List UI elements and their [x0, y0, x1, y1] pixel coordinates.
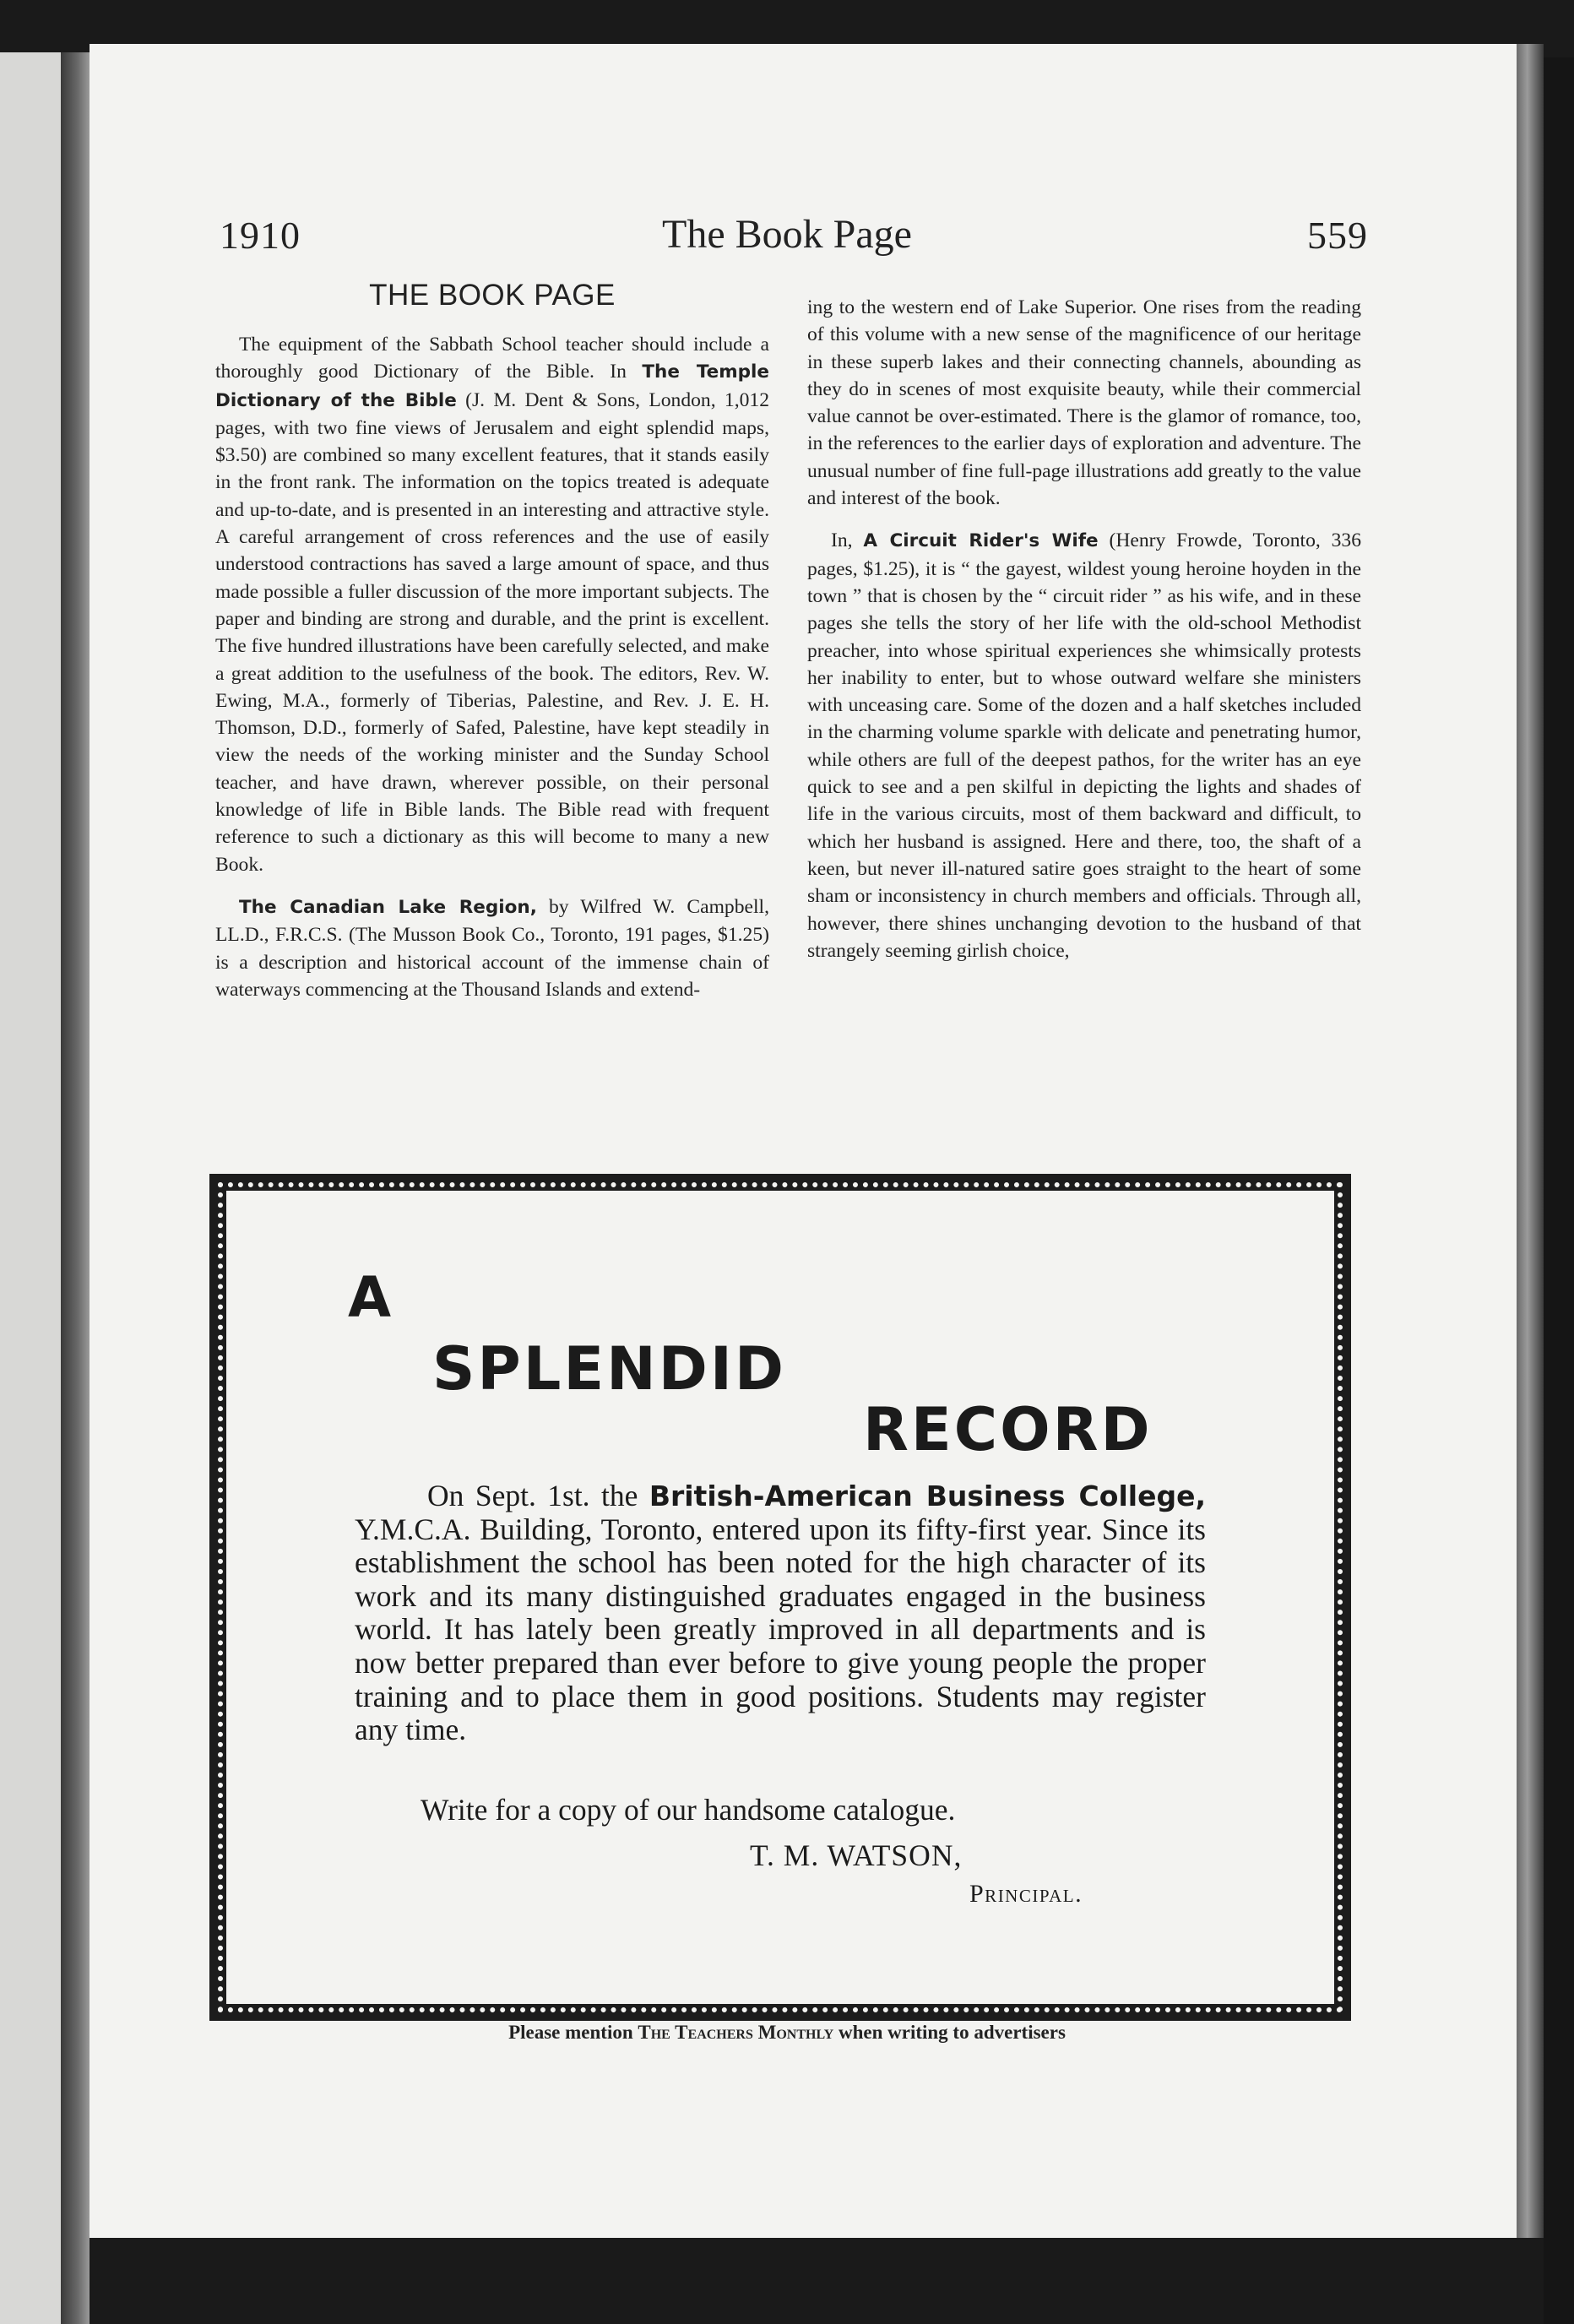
footer-text: when writing to advertisers — [833, 2022, 1066, 2043]
review-continuation: ing to the western end of Lake Superior. One rises from the reading of this volume with a new sense of the magnificence of our heritage in these superb lakes and their connecting channels, abounding as they do in scenes of most exquisite beauty, while their commercial value cannot be over-estimated. There is the glamor of romance, too, in the references to the earlier days of exploration and adventure. The unusual number of fine full-page illustrations add greatly to the value and interest of the book. — [807, 296, 1361, 510]
facing-page-edge — [0, 52, 61, 2324]
ad-signature-title: Principal. — [969, 1880, 1083, 1908]
ad-headline-record: RECORD — [863, 1395, 1153, 1464]
book-title: A Circuit Rider's Wife — [863, 530, 1099, 552]
ad-paragraph — [355, 1480, 1206, 1747]
footer-magazine-name: The Teachers Monthly — [638, 2022, 834, 2043]
text-column-right — [807, 294, 1361, 964]
page-number: 559 — [1307, 214, 1368, 257]
ad-headline-a: A — [348, 1265, 392, 1330]
book-binding-gutter — [61, 52, 90, 2324]
review-text: The equipment of the Sabbath School teacher should include a thoroughly good Dictionary of the Bible. In — [215, 334, 769, 383]
footer-text: Please mention — [508, 2022, 638, 2043]
text-column-left — [215, 331, 769, 1003]
review-circuit-riders-wife — [807, 527, 1361, 964]
review-text: (Henry Frowde, Toronto, 336 pages, $1.25), it is “ the gayest, wildest young heroine hoyden in the town ” that is chosen by the “ circuit rider ” as his wife, and in these pages she tells the story of her life with the old-school Methodist preacher, into whose spiritual experiences she whimsically protests her inability to enter, but to whose outward welfare she ministers with unceasing care. Some of the dozen and a half sketches included in the charming volume sparkle with delicate and penetrating humor, while others are full of the deepest pathos, for the writer has an eye quick to see and a pen skilful in depicting the lights and shades of life in the various circuits, most of them backward and difficult, to which her husband is assigned. Here and there, too, the shaft of a keen, but never ill-natured satire goes straight to the heart of some sham or inconsistency in church members and officials. Through all, however, there shines unchanging devotion to the husband of that strangely seeming girlish choice, — [807, 529, 1361, 962]
ad-catalogue-line: Write for a copy of our handsome catalogue. — [421, 1793, 956, 1827]
page-stack-edge — [1517, 44, 1544, 2240]
ad-headline-splendid: SPLENDID — [432, 1334, 786, 1404]
running-head-title: The Book Page — [662, 212, 912, 257]
review-canadian-lake-region — [215, 893, 769, 1003]
ad-body-text — [355, 1480, 1206, 1747]
review-temple-dictionary — [215, 331, 769, 878]
ad-college-name: British-American Business College, — [649, 1480, 1206, 1512]
scan-margin-bottom — [90, 2238, 1544, 2324]
footer-note — [0, 2022, 1574, 2044]
review-text: In, — [831, 529, 864, 552]
section-heading: THE BOOK PAGE — [369, 279, 616, 312]
ad-text: Y.M.C.A. Building, Toronto, entered upon its fifty-first year. Since its establishment the school has been noted for the high character of its work and its many distinguished graduates engaged in the business world. It has lately been greatly improved in all departments and is now better prepared than ever before to give young people the proper training and to place them in good positions. Students may register any time. — [355, 1512, 1206, 1747]
book-title: The Temple Dictionary of the Bible — [215, 361, 769, 411]
ad-text: On Sept. 1st. the — [427, 1479, 649, 1512]
review-text: (J. M. Dent & Sons, London, 1,012 pages, with two fine views of Jerusalem and eight splendid maps, $3.50) are combined so many excellent features, that it stands easily in the front rank. The information on the topics treated is adequate and up-to-date, and is presented in an interesting and attractive style. A careful arrangement of cross references and the use of easily understood contractions has saved a large amount of space, and thus made possible a fuller discussion of the more important subjects. The paper and binding are strong and durable, and the print is excellent. The five hundred illustrations have been carefully selected, and make a great addition to the usefulness of the book. The editors, Rev. W. Ewing, M.A., formerly of Tiberias, Palestine, and Rev. J. E. H. Thomson, D.D., formerly of Safed, Palestine, have kept steadily in view the needs of the working minister and the Sunday School teacher, and have drawn, wherever possible, on their personal knowledge of life in Bible lands. The Bible read with frequent reference to such a dictionary as this will become to many a new Book. — [215, 388, 769, 876]
ad-signature: T. M. WATSON, — [750, 1838, 963, 1872]
book-title: The Canadian Lake Region, — [239, 896, 537, 918]
running-head-year: 1910 — [220, 214, 301, 257]
review-text: by Wilfred W. Campbell, LL.D., F.R.C.S. (The Musson Book Co., Toronto, 191 pages, $1.25) is a description and historical account of the immense chain of waterways commencing at the Thousand Islands and extend- — [215, 895, 770, 1001]
